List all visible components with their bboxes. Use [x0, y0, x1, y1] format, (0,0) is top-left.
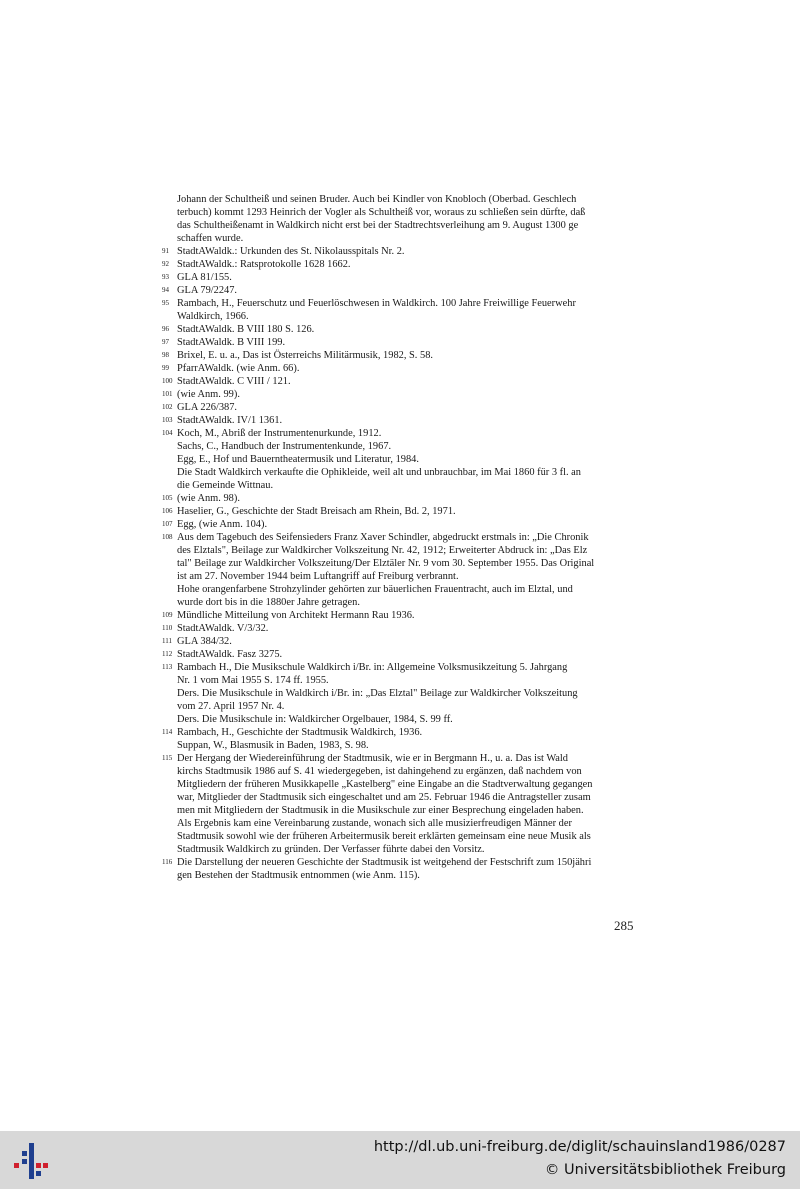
footnote-line: Suppan, W., Blasmusik in Baden, 1983, S. 98.: [177, 740, 369, 751]
footnote-text: [177, 349, 635, 362]
footnote: [162, 323, 635, 336]
footnote-text: [177, 271, 635, 284]
footnote-number: 108: [162, 533, 173, 541]
footnote-text: [177, 648, 635, 661]
footnote-number: 106: [162, 507, 173, 515]
footnote-text: [177, 427, 635, 492]
footnote: [162, 635, 635, 648]
footnote-line: Aus dem Tagebuch des Seifensieders Franz Xaver Schindler, abgedruckt erstmals in: „Die Chronik: [177, 532, 589, 543]
footnote-line: kirchs Stadtmusik 1986 auf S. 41 wiedergegeben, ist dahingehend zu ergänzen, daß nachdem von: [177, 766, 582, 777]
footnote-number: 95: [162, 299, 169, 307]
footnote: [162, 414, 635, 427]
footnote-line: StadtAWaldk. B VIII 180 S. 126.: [177, 324, 315, 335]
footnote-number: 105: [162, 494, 173, 502]
footnote-text: [177, 336, 635, 349]
footnote-text: [177, 258, 635, 271]
footnote-text: [177, 635, 635, 648]
footnote-text: [177, 401, 635, 414]
footnote: [162, 388, 635, 401]
footnote: [162, 856, 635, 882]
footnote-line: StadtAWaldk. C VIII / 121.: [177, 376, 291, 387]
footnote-text: [177, 726, 635, 752]
footnote: [162, 622, 635, 635]
footnote-line: Stadtmusik Waldkirch zu gründen. Der Verfasser führte dabei den Vorsitz.: [177, 844, 485, 855]
footnote-line: Nr. 1 vom Mai 1955 S. 174 ff. 1955.: [177, 675, 329, 686]
footnote-line: Egg, (wie Anm. 104).: [177, 519, 268, 530]
footnote: [162, 336, 635, 349]
footnote-line: StadtAWaldk. Fasz 3275.: [177, 649, 283, 660]
footnote-text: [177, 284, 635, 297]
footnote: [162, 518, 635, 531]
footnote-text: [177, 752, 635, 856]
footnote: [162, 752, 635, 856]
footnote-line: wurde dort bis in die 1880er Jahre getragen.: [177, 597, 360, 608]
footnote-line: Ders. Die Musikschule in: Waldkircher Orgelbauer, 1984, S. 99 ff.: [177, 714, 453, 725]
footnote-line: GLA 384/32.: [177, 636, 232, 647]
footnote-line: StadtAWaldk. V/3/32.: [177, 623, 269, 634]
footnote: [162, 661, 635, 726]
footnote-line: tal" Beilage zur Waldkircher Volkszeitung/Der Elztäler Nr. 9 vom 30. September 1955. Das Original: [177, 558, 595, 569]
footnote-text: [177, 531, 635, 609]
footnote: [162, 297, 635, 323]
footnote-line: Sachs, C., Handbuch der Instrumentenkunde, 1967.: [177, 441, 392, 452]
footnote-text: [177, 492, 635, 505]
footnote-line: StadtAWaldk.: Ratsprotokolle 1628 1662.: [177, 259, 351, 270]
footnote-number: 93: [162, 273, 169, 281]
footnotes-list: [162, 245, 635, 882]
footnote: [162, 258, 635, 271]
intro-line: Johann der Schultheiß und seinen Bruder. Auch bei Kindler von Knobloch (Oberbad. Geschlech: [177, 194, 577, 205]
footnote-line: Stadtmusik sowohl wie der früheren Arbeitermusik bereit erklärten gemeinsam eine neue Musik als: [177, 831, 591, 842]
footnote-text: [177, 518, 635, 531]
footnote-number: 104: [162, 429, 173, 437]
footnote-line: Rambach H., Die Musikschule Waldkirch i/Br. in: Allgemeine Volksmusikzeitung 5. Jahrgang: [177, 662, 568, 673]
footnote-line: Brixel, E. u. a., Das ist Österreichs Militärmusik, 1982, S. 58.: [177, 350, 433, 361]
footnote-line: StadtAWaldk. IV/1 1361.: [177, 415, 283, 426]
footnote-line: Der Hergang der Wiedereinführung der Stadtmusik, wie er in Bergmann H., u. a. Das ist Wald: [177, 753, 568, 764]
footnote-text: [177, 362, 635, 375]
footnote-line: die Gemeinde Wittnau.: [177, 480, 274, 491]
footnote: [162, 427, 635, 492]
footnote: [162, 492, 635, 505]
footnote-line: gen Bestehen der Stadtmusik entnommen (wie Anm. 115).: [177, 870, 420, 881]
footnote-line: (wie Anm. 99).: [177, 389, 240, 400]
footnote-number: 96: [162, 325, 169, 333]
footnote-line: GLA 226/387.: [177, 402, 238, 413]
footnote-number: 99: [162, 364, 169, 372]
footnote-text: [177, 245, 635, 258]
footnote-text: [177, 297, 635, 323]
footnote: [162, 531, 635, 609]
footnote: [162, 362, 635, 375]
footnote-number: 116: [162, 858, 173, 866]
intro-line: terbuch) kommt 1293 Heinrich der Vogler als Schultheiß vor, woraus zu schließen sein dürfte, daß: [177, 207, 586, 218]
footnote-number: 110: [162, 624, 173, 632]
footnote: [162, 609, 635, 622]
footnote: [162, 375, 635, 388]
footnote-text: [177, 375, 635, 388]
footnote-line: Waldkirch, 1966.: [177, 311, 249, 322]
footnote-text: [177, 388, 635, 401]
footnote-text: [177, 622, 635, 635]
footnote-line: Die Darstellung der neueren Geschichte der Stadtmusik ist weitgehend der Festschrift zum 150jähri: [177, 857, 592, 868]
footnote-number: 111: [162, 637, 172, 645]
footnote-text: [177, 505, 635, 518]
footnote-number: 101: [162, 390, 173, 398]
footnote-line: Ders. Die Musikschule in Waldkirch i/Br. in: „Das Elztal" Beilage zur Waldkircher Volkszeitung: [177, 688, 578, 699]
footnote-number: 109: [162, 611, 173, 619]
footnote: [162, 349, 635, 362]
footnote-line: men mit Mitgliedern der Stadtmusik in die Musikschule zur einer Besprechung eingeladen haben.: [177, 805, 584, 816]
footnote-number: 115: [162, 754, 173, 762]
footnote-number: 114: [162, 728, 173, 736]
footnote-number: 97: [162, 338, 169, 346]
footnote-line: vom 27. April 1957 Nr. 4.: [177, 701, 285, 712]
footnote-number: 102: [162, 403, 173, 411]
footnote: [162, 648, 635, 661]
footnote-number: 113: [162, 663, 173, 671]
footnote-line: Mündliche Mitteilung von Architekt Hermann Rau 1936.: [177, 610, 415, 621]
intro-paragraph: [177, 193, 635, 245]
footnote-number: 100: [162, 377, 173, 385]
footnote-line: Mitgliedern der früheren Musikkapelle „Kastelberg" eine Eingabe an die Stadtverwaltung gegangen: [177, 779, 593, 790]
copyright-text: © Universitätsbibliothek Freiburg: [544, 1162, 786, 1178]
source-url-link[interactable]: http://dl.ub.uni-freiburg.de/diglit/schauinsland1986/0287: [373, 1139, 786, 1155]
footnote-line: Hohe orangenfarbene Strohzylinder gehörten zur bäuerlichen Frauentracht, auch im Elztal, und: [177, 584, 573, 595]
footnote: [162, 505, 635, 518]
ub-freiburg-logo-icon: [12, 1141, 52, 1181]
footnote-number: 98: [162, 351, 169, 359]
footnote-line: ist am 27. November 1944 beim Luftangriff auf Freiburg verbrannt.: [177, 571, 459, 582]
footnote-line: des Elztals", Beilage zur Waldkircher Volkszeitung Nr. 42, 1912; Erweiterter Abdruck in: „Das Elz: [177, 545, 588, 556]
footnote-line: war, Mitglieder der Stadtmusik sich eingeschaltet und am 25. Februar 1946 die Antragsteller zusam: [177, 792, 591, 803]
footnote: [162, 726, 635, 752]
footnote-line: Als Ergebnis kam eine Vereinbarung zustande, wonach sich alle musizierfreudigen Männer der: [177, 818, 572, 829]
footnote-number: 107: [162, 520, 173, 528]
footnote-line: GLA 81/155.: [177, 272, 232, 283]
footnote-number: 91: [162, 247, 169, 255]
footnote-line: PfarrAWaldk. (wie Anm. 66).: [177, 363, 300, 374]
footnote-line: Rambach, H., Feuerschutz und Feuerlöschwesen in Waldkirch. 100 Jahre Freiwillige Feuerwehr: [177, 298, 576, 309]
footnote: [162, 271, 635, 284]
footnote-number: 103: [162, 416, 173, 424]
intro-line: das Schultheißenamt in Waldkirch nicht erst bei der Stadtrechtsverleihung am 9. August 1300 ge: [177, 220, 579, 231]
footnote-number: 112: [162, 650, 173, 658]
footnote-line: Egg, E., Hof und Bauerntheatermusik und Literatur, 1984.: [177, 454, 419, 465]
footnote-text: [177, 856, 635, 882]
footnote-text: [177, 609, 635, 622]
footnote-number: 94: [162, 286, 169, 294]
footnote-text: [177, 414, 635, 427]
footnote-line: Rambach, H., Geschichte der Stadtmusik Waldkirch, 1936.: [177, 727, 423, 738]
footnote-line: (wie Anm. 98).: [177, 493, 240, 504]
intro-line: schaffen wurde.: [177, 233, 244, 244]
footnote-text: [177, 661, 635, 726]
page-number: 285: [614, 918, 634, 933]
footnote-text: [177, 323, 635, 336]
footnote-line: StadtAWaldk. B VIII 199.: [177, 337, 286, 348]
footnote-line: GLA 79/2247.: [177, 285, 238, 296]
footnote: [162, 284, 635, 297]
footnote: [162, 401, 635, 414]
footnote-line: Die Stadt Waldkirch verkaufte die Ophikleide, weil alt und unbrauchbar, im Mai 1860 für 3 fl. an: [177, 467, 581, 478]
footnote: [162, 245, 635, 258]
footnote-line: StadtAWaldk.: Urkunden des St. Nikolausspitals Nr. 2.: [177, 246, 405, 257]
footnote-number: 92: [162, 260, 169, 268]
footnote-line: Koch, M., Abriß der Instrumentenurkunde, 1912.: [177, 428, 382, 439]
footnote-line: Haselier, G., Geschichte der Stadt Breisach am Rhein, Bd. 2, 1971.: [177, 506, 456, 517]
